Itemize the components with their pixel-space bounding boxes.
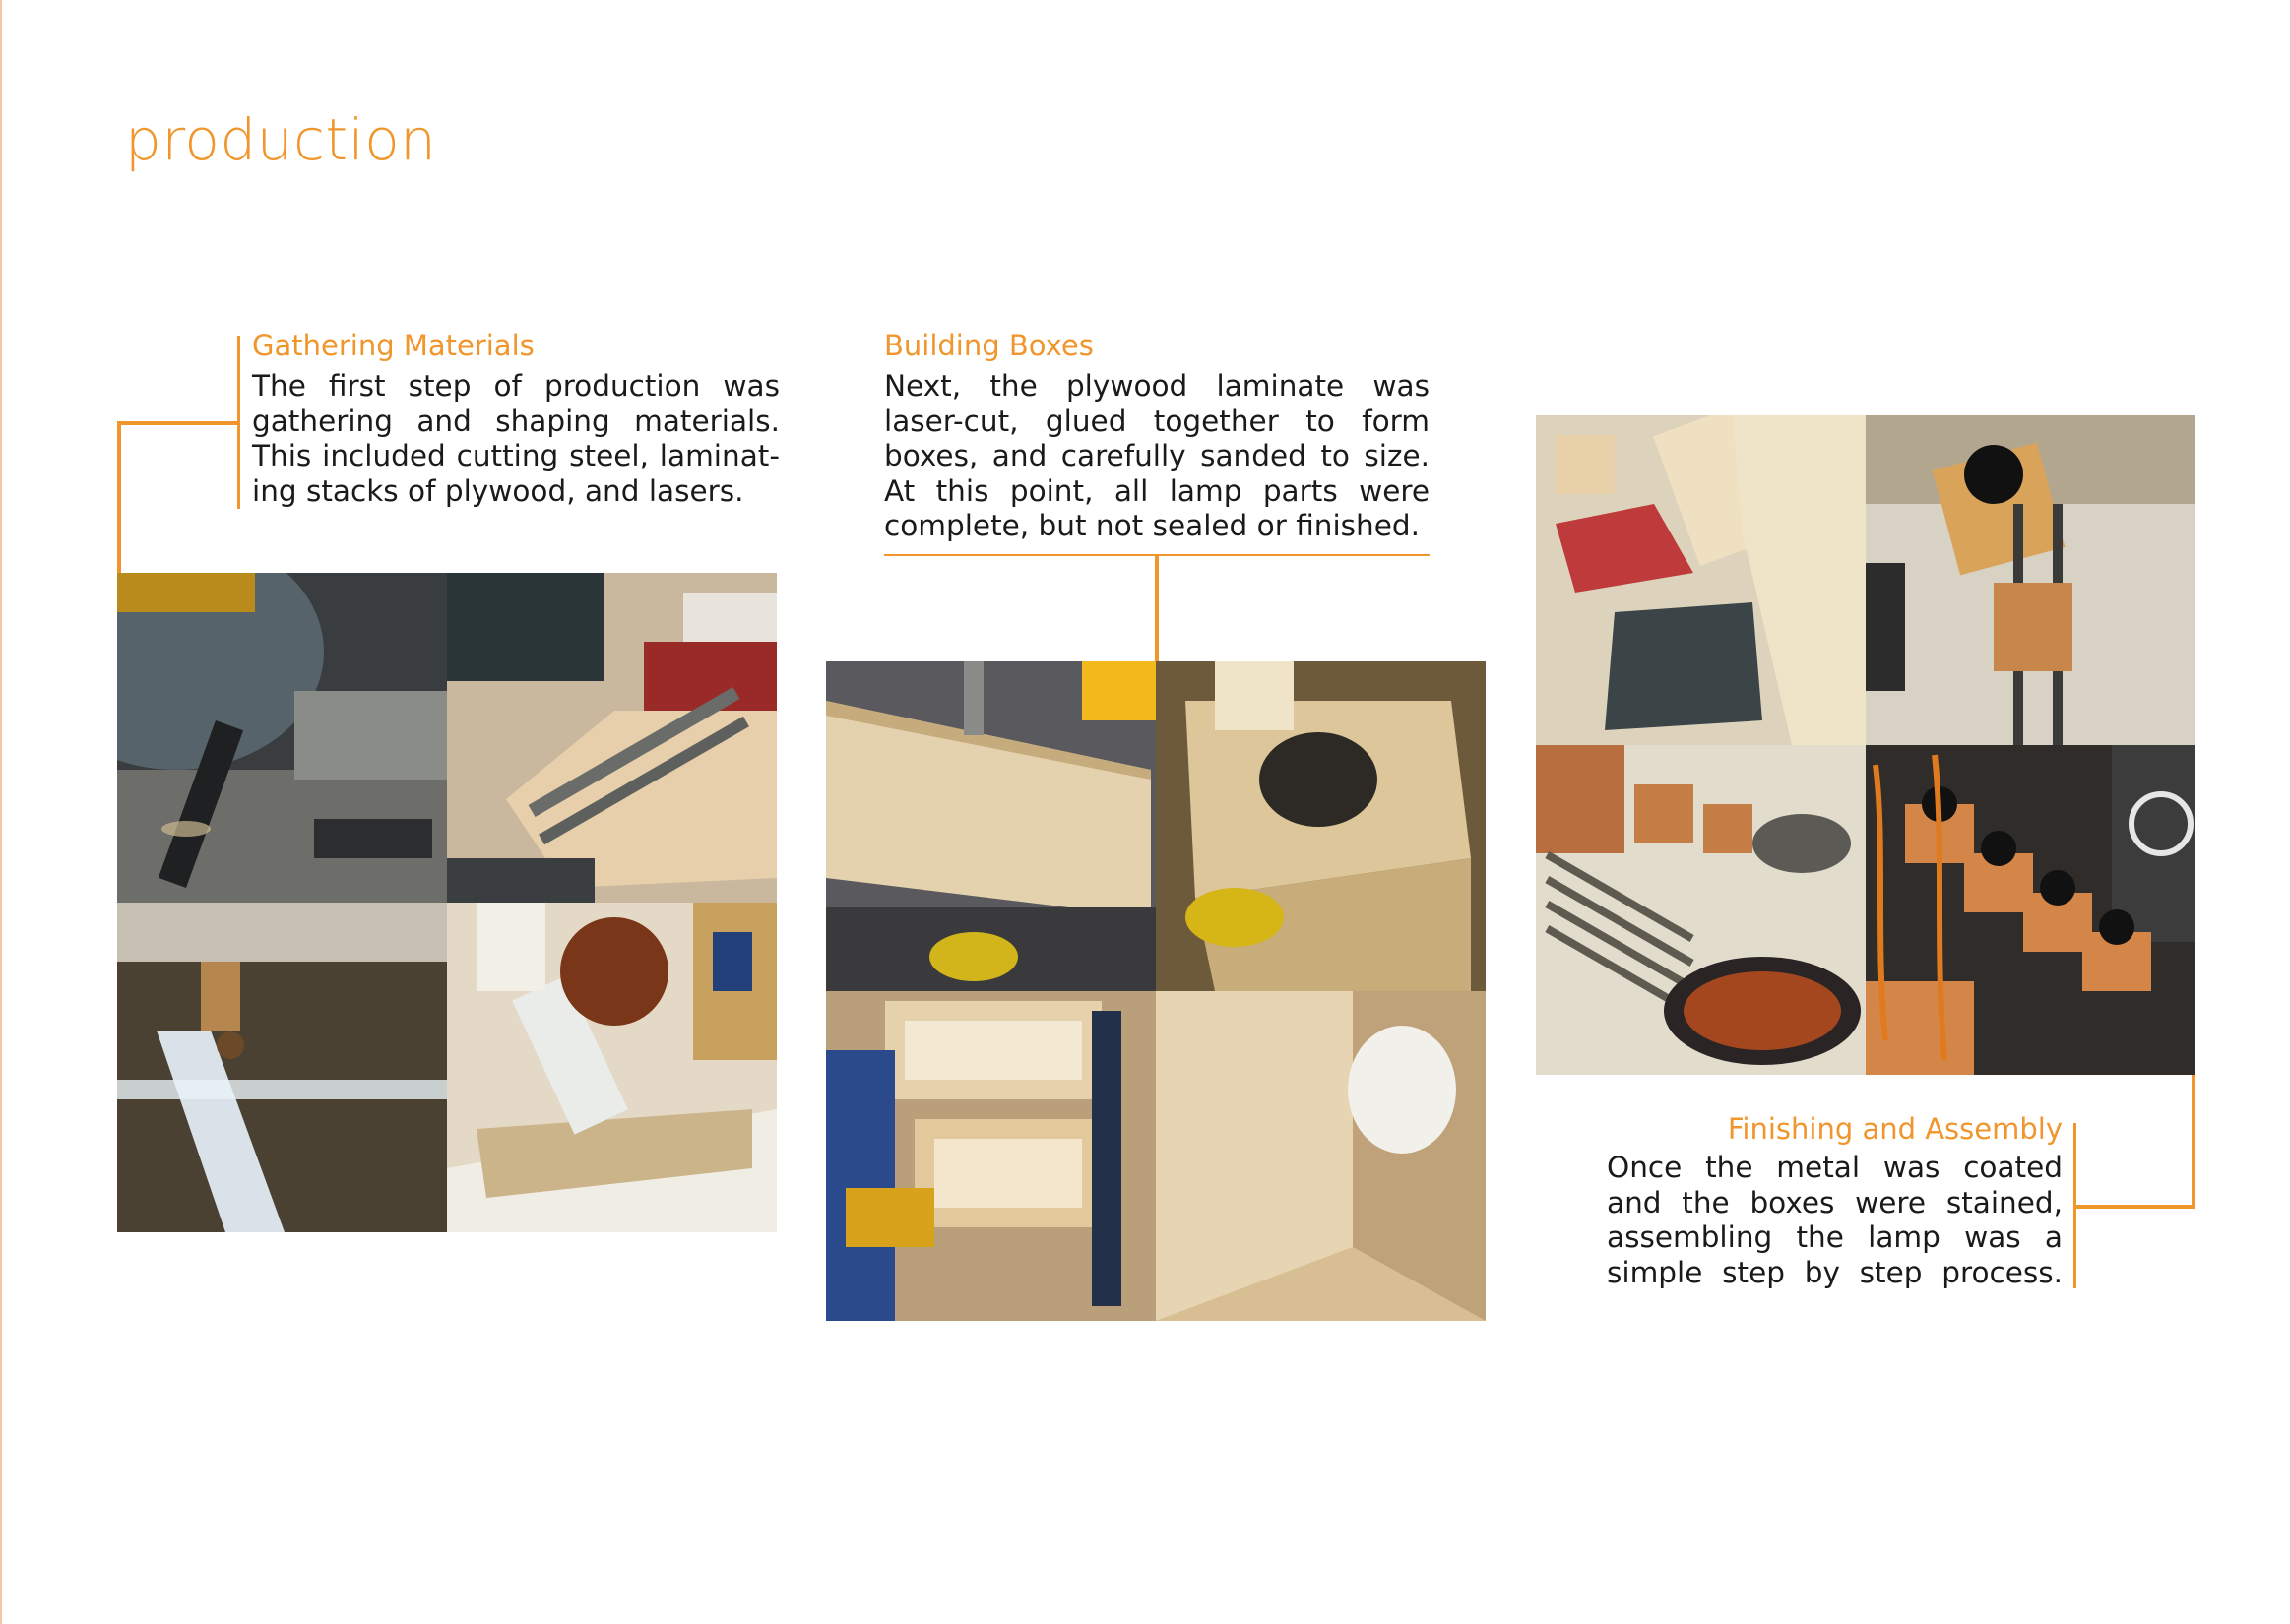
section-3-connector-horizontal [2073,1205,2195,1209]
assembled-lamps-with-sockets-photo [1866,745,2195,1075]
section-1-connector-vertical [117,421,121,573]
glue-bottle-on-plywood-photo [447,903,777,1232]
section-3-body: Once the metal was coated and the boxes were stained, assembling the lamp was a simple step by step process. [1607,1151,2063,1289]
box-interior-photo [1156,991,1486,1321]
laser-cutter-photo [117,903,447,1232]
steel-cutting-saw-photo [117,573,447,903]
sanding-paper-and-wood-blocks-photo [1536,415,1866,745]
lamp-head-on-metal-arms-photo [1866,415,2195,745]
section-1-connector-horizontal [117,421,238,425]
clamped-plywood-stack-photo [826,661,1156,991]
section-1-heading: Gathering Materials [252,329,535,362]
clamped-boxes-photo [826,991,1156,1321]
finger-joint-box-with-hole-photo [1156,661,1486,991]
section-2-connector-vertical [1155,554,1159,662]
page-title: production [125,106,437,173]
page-edge-line [0,0,2,1624]
section-3-connector-vertical [2192,1075,2195,1208]
section-1-body: The first step of production was gathering and shaping materials. This included cutting steel, laminat- ing stacks of plywood, and lasers. [252,369,780,508]
steel-bars-and-plywood-strips-photo [447,573,777,903]
stained-boxes-and-metal-bars-photo [1536,745,1866,1075]
section-2-heading: Building Boxes [884,329,1094,362]
section-3-heading: Finishing and Assembly [1727,1112,2063,1146]
section-3-vertical-rule [2073,1123,2076,1288]
section-2-body: Next, the plywood laminate was laser-cut, glued together to form boxes, and carefully sanded to size. At this point, all lamp parts were complete, but not sealed or finished. [884,369,1430,542]
